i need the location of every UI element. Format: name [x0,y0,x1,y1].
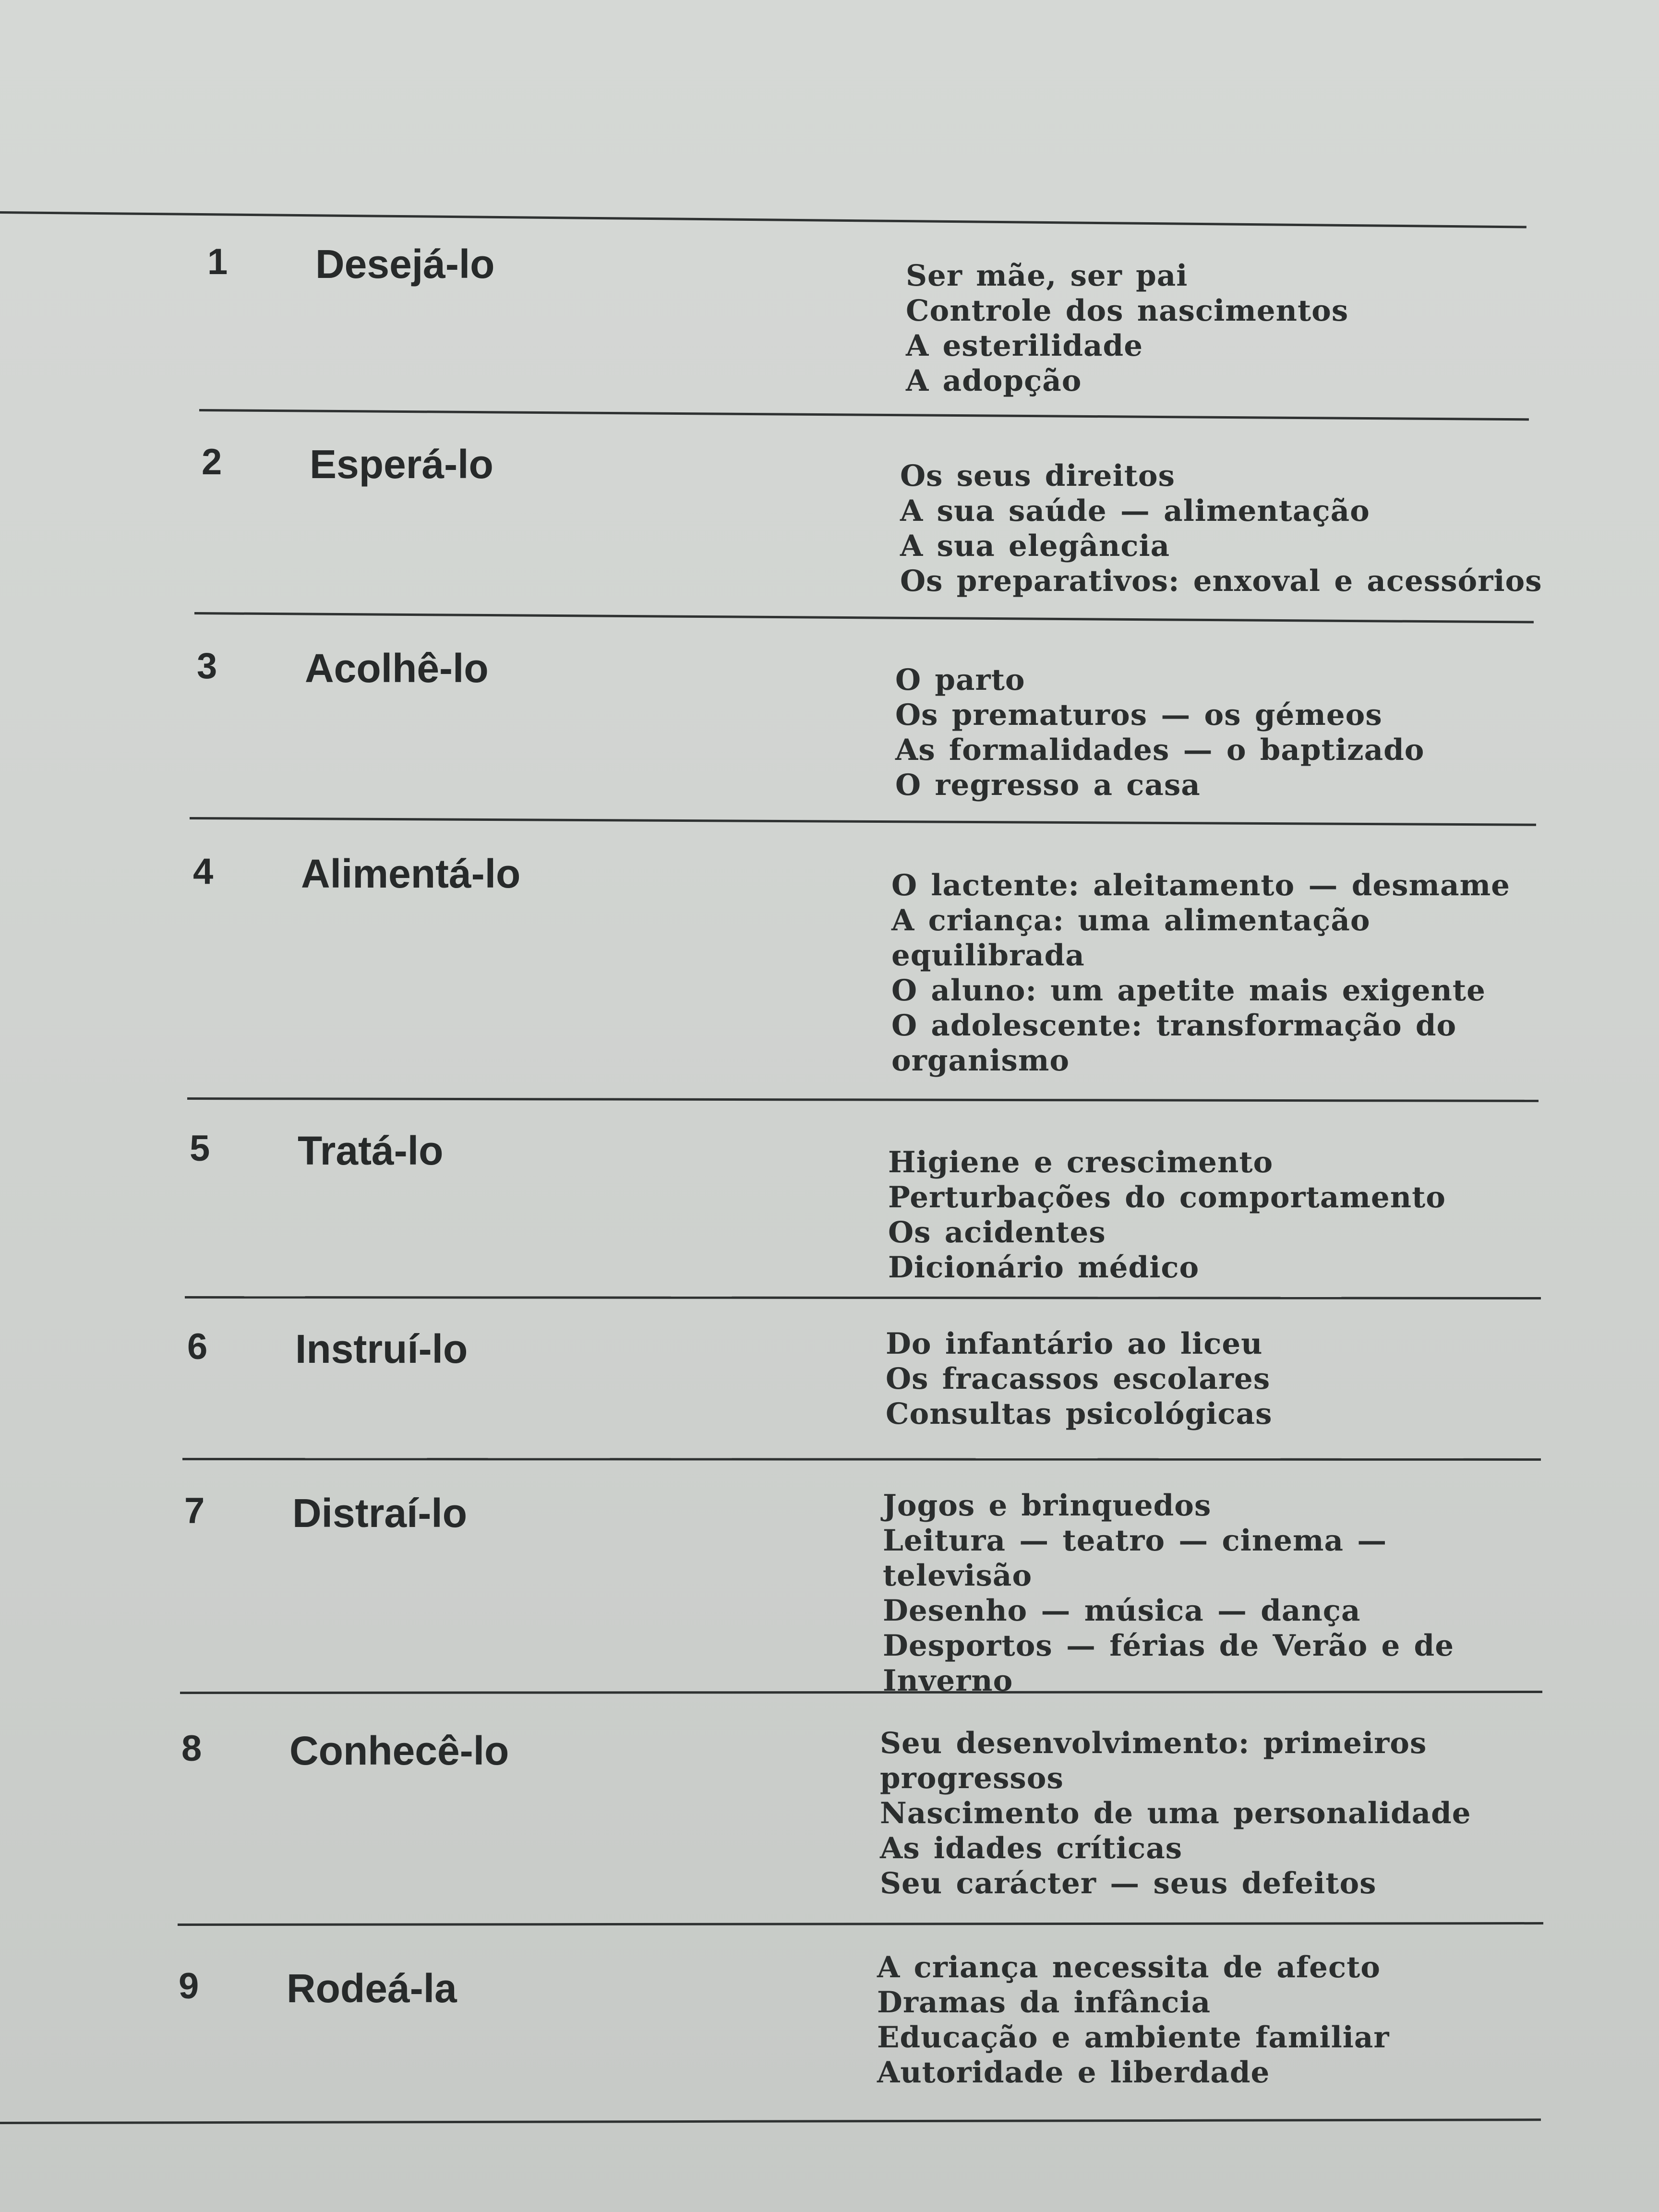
rule-after-8 [178,1922,1543,1926]
rule-after-2 [194,612,1534,624]
rule-after-6 [182,1458,1541,1461]
chapter-title: Distraí-lo [292,1491,468,1536]
rule-after-5 [185,1296,1541,1299]
topic-item: Os preparativos: enxoval e acessórios [900,564,1542,598]
topic-item: Perturbações do comportamento [888,1180,1446,1214]
topic-item: Seu desenvolvimento: primeiros progressos [880,1726,1427,1795]
chapter-number: 4 [193,851,214,892]
topic-list [906,258,1549,398]
rule-bottom [0,2118,1541,2124]
chapter-number: 6 [187,1326,208,1367]
topic-item: Nascimento de uma personalidade [880,1796,1471,1830]
chapter-title: Rodeá-la [287,1966,457,2011]
topic-item: Educação e ambiente familiar [877,2020,1390,2055]
topic-list [895,662,1539,803]
topic-item: Os fracassos escolares [886,1362,1271,1396]
topic-item: Os seus direitos [900,459,1175,493]
chapter-title: Tratá-lo [298,1128,444,1173]
topic-item: Dicionário médico [888,1250,1200,1285]
topic-list [877,1950,1520,2090]
topic-list [891,868,1535,1078]
topic-item: A sua saúde — alimentação [900,494,1370,528]
topic-item: Desenho — música — dança [883,1594,1361,1628]
topic-item: O regresso a casa [895,768,1201,802]
chapter-number: 9 [179,1966,199,2007]
topic-item: Jogos e brinquedos [883,1489,1212,1523]
topic-item: Higiene e crescimento [888,1145,1274,1179]
chapter-title: Esperá-lo [310,442,493,487]
topic-list [900,458,1543,599]
topic-item: Os prematuros — os gémeos [895,698,1382,732]
topic-item: Seu carácter — seus defeitos [880,1866,1377,1900]
topic-item: Consultas psicológicas [886,1397,1273,1431]
topic-item: A criança necessita de afecto [877,1950,1381,1984]
topic-item: Os acidentes [888,1215,1106,1250]
rule-after-3 [190,817,1536,826]
chapter-number: 3 [197,646,217,686]
topic-item: Dramas da infância [877,1985,1211,2020]
topic-item: A esterilidade [906,329,1143,363]
topic-item: Controle dos nascimentos [906,294,1349,328]
chapter-number: 8 [181,1728,202,1769]
topic-list [886,1326,1529,1431]
topic-item: Desportos — férias de Verão e de Inverno [883,1629,1455,1698]
chapter-title: Desejá-lo [315,241,495,287]
topic-item: Leitura — teatro — cinema — televisão [883,1524,1387,1593]
topic-item: A criança: uma alimentação equilibrada [891,903,1370,973]
topic-item: As idades críticas [880,1831,1183,1865]
topic-item: A adopção [906,364,1082,398]
topic-item: As formalidades — o baptizado [895,733,1425,767]
chapter-number: 1 [207,241,228,282]
topic-item: O parto [895,663,1025,697]
topic-item: Do infantário ao liceu [886,1327,1263,1361]
topic-list [883,1488,1526,1698]
topic-list [880,1726,1523,1901]
topic-item: A sua elegância [900,529,1170,563]
rule-top [0,211,1527,228]
topic-list [888,1145,1531,1285]
chapter-title: Instruí-lo [295,1326,468,1371]
rule-after-4 [187,1097,1539,1102]
topic-item: Ser mãe, ser pai [906,259,1188,293]
chapter-number: 5 [190,1128,210,1169]
chapter-title: Acolhê-lo [305,646,489,691]
chapter-title: Conhecê-lo [289,1728,509,1773]
rule-after-1 [199,409,1529,421]
topic-item: O adolescente: transformação do organismo [891,1009,1457,1078]
topic-item: O lactente: aleitamento — desmame [891,868,1510,902]
topic-item: O aluno: um apetite mais exigente [891,974,1486,1008]
topic-item: Autoridade e liberdade [877,2056,1270,2090]
chapter-number: 2 [202,442,222,482]
chapter-title: Alimentá-lo [301,851,521,896]
chapter-number: 7 [184,1491,205,1531]
